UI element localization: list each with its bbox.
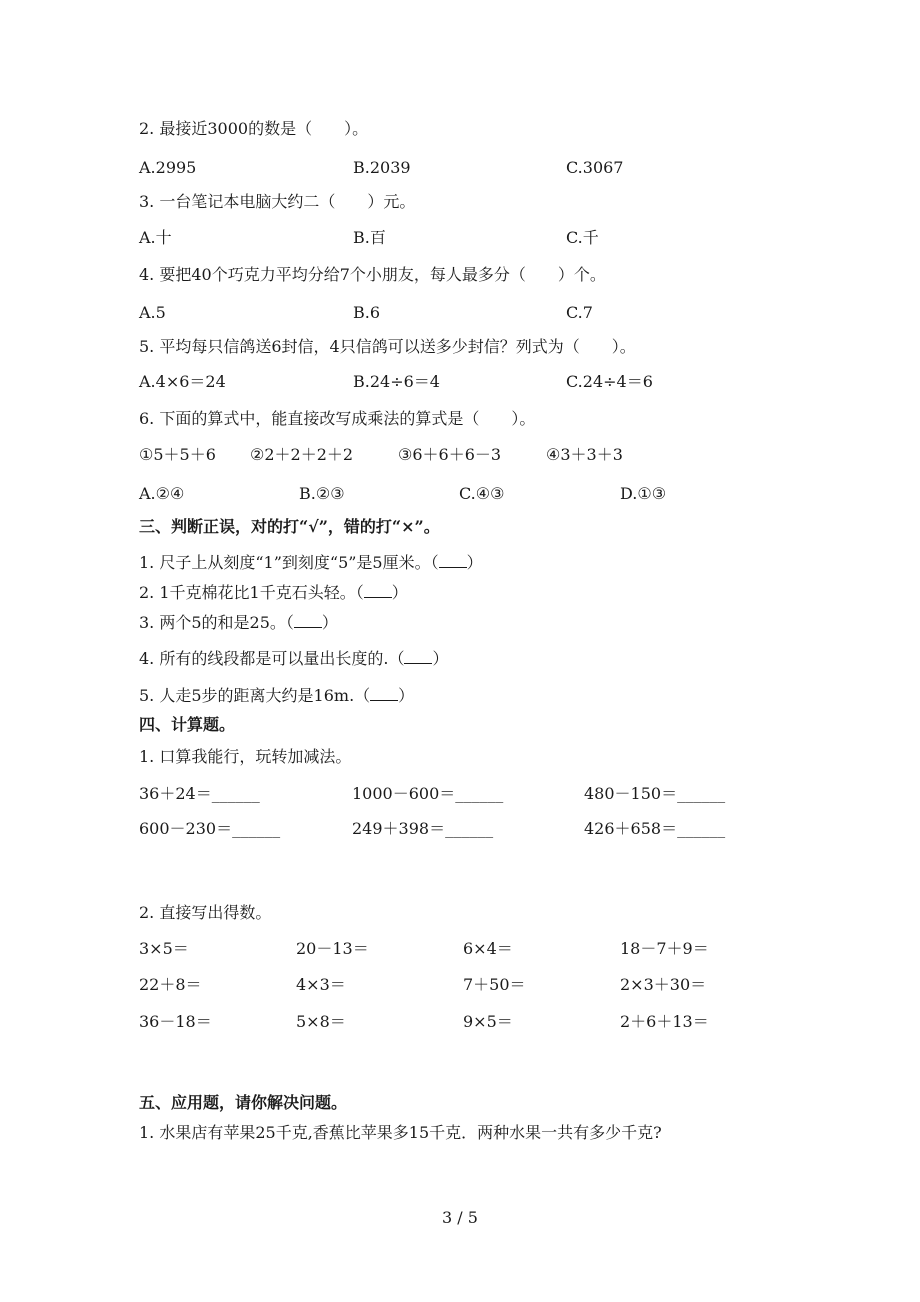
oral-calc-r1c3[interactable]: 480－150＝______ (584, 784, 726, 803)
question-2-option-a[interactable]: A.2995 (139, 158, 197, 177)
judge-item-2-paren-close: ） (391, 583, 408, 602)
direct-calc-r1c4[interactable]: 18－7＋9＝ (620, 939, 709, 958)
question-3-option-c[interactable]: C.千 (566, 228, 599, 247)
judge-item-3-answer-blank[interactable] (294, 613, 322, 628)
question-6-option-d[interactable]: D.①③ (620, 484, 667, 503)
section-3-title: 三、判断正误，对的打“√”，错的打“×”。 (139, 517, 440, 536)
judge-item-4-paren-close: ） (432, 649, 449, 668)
judge-item-4 (139, 648, 448, 670)
question-3-option-b[interactable]: B.百 (353, 228, 386, 247)
calc-q2-stem: 2. 直接写出得数。 (139, 903, 272, 922)
direct-calc-r2c2[interactable]: 4×3＝ (296, 975, 346, 994)
oral-calc-r1c2[interactable]: 1000－600＝______ (352, 784, 504, 803)
calc-q1-stem: 1. 口算我能行，玩转加减法。 (139, 747, 352, 766)
question-2-option-b[interactable]: B.2039 (353, 158, 411, 177)
direct-calc-r2c3[interactable]: 7＋50＝ (463, 975, 526, 994)
question-6-item-3: ③6＋6＋6－3 (398, 445, 502, 464)
oral-calc-r1c1[interactable]: 36＋24＝______ (139, 784, 260, 803)
judge-item-2-answer-blank[interactable] (364, 583, 392, 598)
direct-calc-r2c4[interactable]: 2×3＋30＝ (620, 975, 707, 994)
direct-calc-r3c1[interactable]: 36－18＝ (139, 1012, 212, 1031)
question-4-option-b[interactable]: B.6 (353, 303, 381, 322)
question-5-option-a[interactable]: A.4×6＝24 (139, 372, 226, 391)
question-5-option-c[interactable]: C.24÷4＝6 (566, 372, 653, 391)
question-6-item-4: ④3＋3＋3 (546, 445, 623, 464)
judge-item-1-text: 1. 尺子上从刻度“1”到刻度“5”是5厘米。 (139, 553, 431, 572)
judge-item-5 (139, 685, 414, 707)
question-2-option-c[interactable]: C.3067 (566, 158, 624, 177)
judge-item-2-text: 2. 1千克棉花比1千克石头轻。 (139, 583, 356, 602)
judge-item-5-paren-close: ） (398, 686, 415, 705)
judge-item-4-answer-blank[interactable] (404, 649, 432, 664)
question-6-stem: 6. 下面的算式中，能直接改写成乘法的算式是（ ）。 (139, 409, 536, 428)
word-problem-1: 1. 水果店有苹果25千克,香蕉比苹果多15千克．两种水果一共有多少千克? (139, 1123, 662, 1142)
direct-calc-r3c2[interactable]: 5×8＝ (296, 1012, 346, 1031)
judge-item-5-answer-blank[interactable] (370, 686, 398, 701)
judge-item-2 (139, 582, 408, 604)
question-6-option-a[interactable]: A.②④ (139, 484, 185, 503)
question-3-option-a[interactable]: A.十 (139, 228, 172, 247)
direct-calc-r3c4[interactable]: 2＋6＋13＝ (620, 1012, 709, 1031)
judge-item-4-paren-open: （ (388, 649, 405, 668)
section-4-title: 四、计算题。 (139, 715, 236, 734)
judge-item-4-text: 4. 所有的线段都是可以量出长度的. (139, 649, 389, 668)
section-5-title: 五、应用题，请你解决问题。 (139, 1093, 348, 1112)
judge-item-3-text: 3. 两个5的和是25。 (139, 613, 286, 632)
direct-calc-r1c3[interactable]: 6×4＝ (463, 939, 513, 958)
question-4-stem: 4. 要把40个巧克力平均分给7个小朋友，每人最多分（ ）个。 (139, 265, 606, 284)
question-4-option-c[interactable]: C.7 (566, 303, 593, 322)
question-6-item-2: ②2＋2＋2＋2 (250, 445, 354, 464)
direct-calc-r2c1[interactable]: 22＋8＝ (139, 975, 202, 994)
judge-item-5-paren-open: （ (354, 686, 371, 705)
question-6-option-b[interactable]: B.②③ (299, 484, 345, 503)
oral-calc-r2c3[interactable]: 426＋658＝______ (584, 819, 726, 838)
page-number: 3 / 5 (442, 1208, 478, 1227)
judge-item-3-paren-close: ） (321, 613, 338, 632)
direct-calc-r1c2[interactable]: 20－13＝ (296, 939, 369, 958)
judge-item-1-paren-open: （ (430, 553, 439, 572)
question-5-stem: 5. 平均每只信鸽送6封信，4只信鸽可以送多少封信？列式为（ ）。 (139, 337, 636, 356)
question-6-item-1: ①5＋5＋6 (139, 445, 216, 464)
judge-item-3 (139, 612, 338, 634)
oral-calc-r2c2[interactable]: 249＋398＝______ (352, 819, 494, 838)
direct-calc-r3c3[interactable]: 9×5＝ (463, 1012, 513, 1031)
oral-calc-r2c1[interactable]: 600－230＝______ (139, 819, 281, 838)
question-2-stem: 2. 最接近3000的数是（ ）。 (139, 119, 369, 138)
judge-item-2-paren-open: （ (355, 583, 364, 602)
judge-item-1 (139, 552, 483, 574)
question-6-option-c[interactable]: C.④③ (459, 484, 505, 503)
judge-item-1-answer-blank[interactable] (439, 553, 467, 568)
judge-item-5-text: 5. 人走5步的距离大约是16m. (139, 686, 355, 705)
question-4-option-a[interactable]: A.5 (139, 303, 166, 322)
question-5-option-b[interactable]: B.24÷6＝4 (353, 372, 440, 391)
direct-calc-r1c1[interactable]: 3×5＝ (139, 939, 189, 958)
judge-item-3-paren-open: （ (285, 613, 294, 632)
question-3-stem: 3. 一台笔记本电脑大约二（ ）元。 (139, 192, 416, 211)
judge-item-1-paren-close: ） (466, 553, 483, 572)
